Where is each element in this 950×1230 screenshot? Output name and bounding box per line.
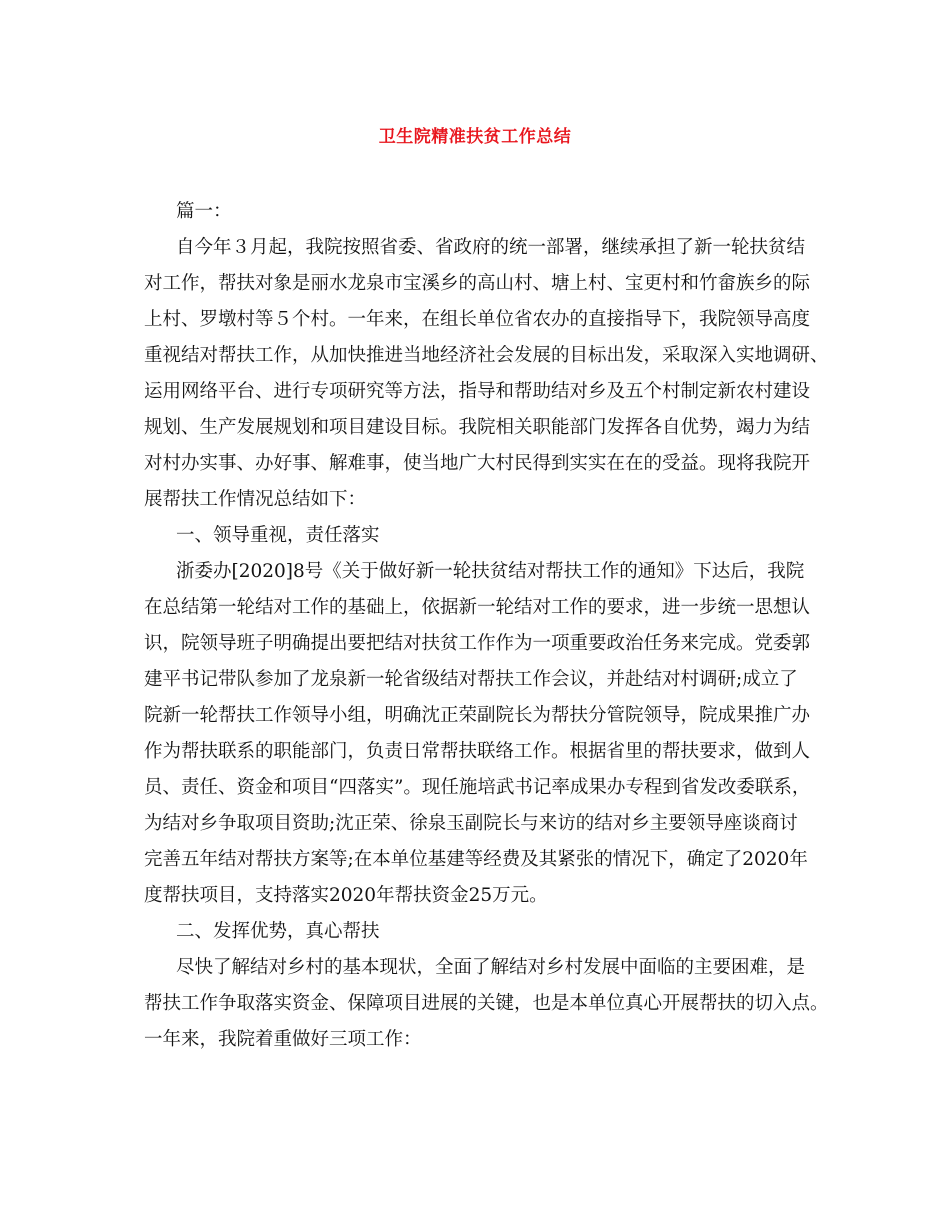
paragraph-line: 对村办实事、办好事、解难事，使当地广大村民得到实实在在的受益。现将我院开: [144, 453, 811, 474]
paragraph-line: 完善五年结对帮扶方案等;在本单位基建等经费及其紧张的情况下，确定了2020年: [144, 849, 808, 870]
section-heading: 篇一：: [176, 201, 232, 222]
paragraph-line: 为结对乡争取项目资助;沈正荣、徐泉玉副院长与来访的结对乡主要领导座谈商讨: [144, 813, 798, 834]
document-title: 卫生院精准扶贫工作总结: [378, 127, 572, 147]
paragraph-line: 识，院领导班子明确提出要把结对扶贫工作作为一项重要政治任务来完成。党委郭: [144, 633, 811, 654]
section-heading: 一、领导重视，责任落实: [176, 525, 380, 546]
paragraph-line: 浙委办[2020]8号《关于做好新一轮扶贫结对帮扶工作的通知》下达后，我院: [176, 561, 805, 582]
paragraph-line: 员、责任、资金和项目“四落实”。现任施培武书记率成果办专程到省发改委联系，: [144, 777, 811, 798]
paragraph-line: 尽快了解结对乡村的基本现状，全面了解结对乡村发展中面临的主要困难，是: [176, 957, 806, 978]
paragraph-line: 对工作，帮扶对象是丽水龙泉市宝溪乡的高山村、塘上村、宝更村和竹畲族乡的际: [144, 273, 811, 294]
paragraph-line: 建平书记带队参加了龙泉新一轮省级结对帮扶工作会议，并赴结对村调研;成立了: [144, 669, 798, 690]
paragraph-line: 重视结对帮扶工作，从加快推进当地经济社会发展的目标出发，采取深入实地调研、: [144, 345, 829, 366]
paragraph-line: 运用网络平台、进行专项研究等方法，指导和帮助结对乡及五个村制定新农村建设: [144, 381, 811, 402]
paragraph-line: 帮扶工作争取落实资金、保障项目进展的关键，也是本单位真心开展帮扶的切入点。: [144, 993, 829, 1014]
paragraph-line: 上村、罗墩村等５个村。一年来，在组长单位省农办的直接指导下，我院领导高度: [144, 309, 811, 330]
paragraph-line: 作为帮扶联系的职能部门，负责日常帮扶联络工作。根据省里的帮扶要求，做到人: [144, 741, 811, 762]
paragraph-line: 在总结第一轮结对工作的基础上，依据新一轮结对工作的要求，进一步统一思想认: [144, 597, 811, 618]
paragraph-line: 展帮扶工作情况总结如下：: [144, 489, 367, 510]
paragraph-line: 度帮扶项目，支持落实2020年帮扶资金25万元。: [144, 885, 548, 906]
section-heading: 二、发挥优势，真心帮扶: [176, 921, 380, 942]
paragraph-line: 自今年３月起，我院按照省委、省政府的统一部署，继续承担了新一轮扶贫结: [176, 237, 806, 258]
paragraph-line: 一年来，我院着重做好三项工作：: [144, 1029, 422, 1050]
paragraph-line: 院新一轮帮扶工作领导小组，明确沈正荣副院长为帮扶分管院领导，院成果推广办: [144, 705, 811, 726]
paragraph-line: 规划、生产发展规划和项目建设目标。我院相关职能部门发挥各自优势，竭力为结: [144, 417, 811, 438]
